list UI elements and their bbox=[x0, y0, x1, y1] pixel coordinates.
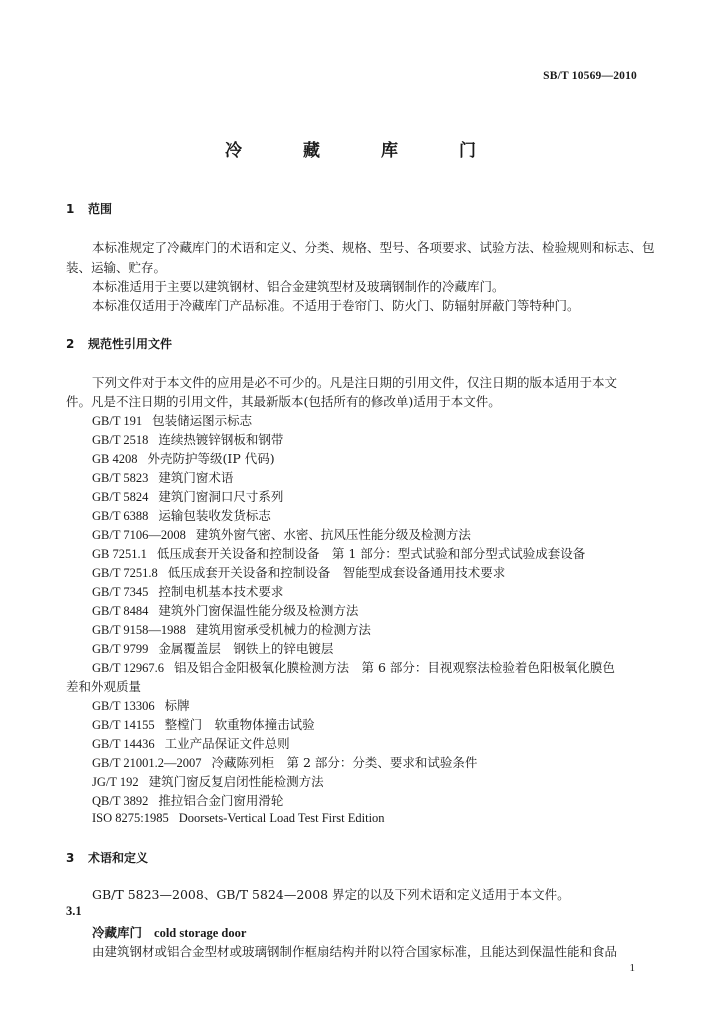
reference-item bbox=[92, 525, 471, 543]
reference-code: GB/T 12967.6 bbox=[92, 661, 164, 675]
reference-item bbox=[92, 791, 283, 809]
reference-item bbox=[92, 715, 315, 733]
reference-item bbox=[92, 563, 505, 581]
reference-code: GB 4208 bbox=[92, 452, 138, 466]
reference-code: GB/T 21001.2—2007 bbox=[92, 756, 202, 770]
reference-code: GB/T 5823 bbox=[92, 471, 149, 485]
reference-item bbox=[92, 487, 283, 505]
reference-title: 包装储运图示标志 bbox=[152, 413, 253, 428]
section-2-heading bbox=[66, 335, 172, 352]
reference-item bbox=[92, 734, 290, 752]
reference-title: 建筑门窗术语 bbox=[158, 470, 234, 485]
reference-title: 建筑用窗承受机械力的检测方法 bbox=[195, 622, 371, 637]
reference-title: 建筑门窗洞口尺寸系列 bbox=[158, 489, 284, 504]
document-title: 冷 藏 库 门 bbox=[225, 141, 498, 161]
section-3-heading bbox=[66, 849, 148, 866]
reference-code: GB/T 13306 bbox=[92, 699, 155, 713]
reference-title: 连续热镀锌钢板和钢带 bbox=[158, 432, 284, 447]
scope-paragraph-1-line-2: 装、运输、贮存。 bbox=[66, 260, 167, 275]
reference-code: GB/T 2518 bbox=[92, 433, 149, 447]
reference-item bbox=[92, 601, 358, 619]
page-number: 1 bbox=[629, 962, 635, 974]
reference-title: Doorsets-Vertical Load Test First Edition bbox=[178, 811, 385, 825]
reference-title: 推拉铝合金门窗用滑轮 bbox=[158, 793, 284, 808]
section-1-heading bbox=[66, 200, 112, 217]
reference-item bbox=[92, 411, 252, 429]
reference-code: QB/T 3892 bbox=[92, 794, 149, 808]
reference-code: GB/T 14436 bbox=[92, 737, 155, 751]
reference-title: 低压成套开关设备和控制设备 智能型成套设备通用技术要求 bbox=[167, 565, 506, 580]
reference-item bbox=[92, 620, 371, 638]
term-entry bbox=[92, 923, 246, 941]
reference-code: GB 7251.1 bbox=[92, 547, 147, 561]
reference-item bbox=[92, 506, 271, 524]
reference-item bbox=[92, 772, 324, 790]
reference-item bbox=[92, 810, 385, 826]
reference-code: GB/T 9799 bbox=[92, 642, 149, 656]
reference-code: GB/T 7345 bbox=[92, 585, 149, 599]
section-title: 范围 bbox=[88, 202, 113, 216]
reference-title: 整樘门 软重物体撞击试验 bbox=[164, 717, 315, 732]
reference-item bbox=[92, 430, 283, 448]
subclause-number: 3.1 bbox=[66, 904, 82, 918]
reference-title: 工业产品保证文件总则 bbox=[164, 736, 290, 751]
reference-title: 冷藏陈列柜 第 2 部分：分类、要求和试验条件 bbox=[211, 755, 478, 770]
reference-title: 低压成套开关设备和控制设备 第 1 部分：型式试验和部分型式试验成套设备 bbox=[156, 546, 586, 561]
reference-item bbox=[92, 658, 615, 676]
scope-paragraph-2: 本标准适用于主要以建筑钢材、铝合金建筑型材及玻璃钢制作的冷藏库门。 bbox=[92, 279, 505, 294]
section-number: 3 bbox=[66, 851, 75, 865]
reference-item bbox=[92, 696, 190, 714]
scope-paragraph-1-line-1: 本标准规定了冷藏库门的术语和定义、分类、规格、型号、各项要求、试验方法、检验规则和标志、包 bbox=[92, 240, 655, 255]
scope-paragraph-3: 本标准仅适用于冷藏库门产品标准。不适用于卷帘门、防火门、防辐射屏蔽门等特种门。 bbox=[92, 298, 580, 313]
reference-title: 外壳防护等级(IP 代码) bbox=[147, 451, 275, 466]
reference-code: GB/T 6388 bbox=[92, 509, 149, 523]
reference-code: JG/T 192 bbox=[92, 775, 139, 789]
reference-title: 建筑外门窗保温性能分级及检测方法 bbox=[158, 603, 359, 618]
section-title: 术语和定义 bbox=[88, 851, 149, 865]
reference-title: 金属覆盖层 钢铁上的锌电镀层 bbox=[158, 641, 334, 656]
section-title: 规范性引用文件 bbox=[88, 337, 173, 351]
term-definition-line-1: 由建筑钢材或铝合金型材或玻璃钢制作框扇结构并附以符合国家标准，且能达到保温性能和食品 bbox=[92, 944, 618, 959]
standard-code: SB/T 10569—2010 bbox=[543, 70, 637, 82]
term-english: cold storage door bbox=[154, 926, 247, 940]
reference-item bbox=[92, 582, 283, 600]
references-intro-line-2: 件。凡是不注日期的引用文件，其最新版本(包括所有的修改单)适用于本文件。 bbox=[66, 394, 501, 409]
reference-item bbox=[92, 468, 233, 486]
reference-item bbox=[92, 544, 585, 562]
reference-code: GB/T 14155 bbox=[92, 718, 155, 732]
section-number: 1 bbox=[66, 202, 75, 216]
reference-title: 铝及铝合金阳极氧化膜检测方法 第 6 部分：目视观察法检验着色阳极氧化膜色 bbox=[174, 660, 615, 675]
reference-code: GB/T 7251.8 bbox=[92, 566, 158, 580]
reference-title: 建筑门窗反复启闭性能检测方法 bbox=[148, 774, 324, 789]
terms-intro: GB/T 5823—2008、GB/T 5824—2008 界定的以及下列术语和定义适用于本文件。 bbox=[92, 887, 570, 902]
reference-title: 运输包装收发货标志 bbox=[158, 508, 271, 523]
references-intro-line-1: 下列文件对于本文件的应用是必不可少的。凡是注日期的引用文件，仅注日期的版本适用于本文 bbox=[92, 375, 618, 390]
section-number: 2 bbox=[66, 337, 75, 351]
reference-item bbox=[92, 639, 333, 657]
reference-title: 标牌 bbox=[164, 698, 190, 713]
reference-code: GB/T 9158—1988 bbox=[92, 623, 186, 637]
reference-item bbox=[92, 449, 275, 467]
reference-code: GB/T 5824 bbox=[92, 490, 149, 504]
reference-item bbox=[92, 753, 477, 771]
reference-item-continuation: 差和外观质量 bbox=[66, 679, 142, 694]
reference-code: GB/T 8484 bbox=[92, 604, 149, 618]
term-chinese: 冷藏库门 bbox=[92, 925, 143, 940]
reference-code: GB/T 7106—2008 bbox=[92, 528, 186, 542]
reference-code: ISO 8275:1985 bbox=[92, 811, 169, 825]
reference-title: 建筑外窗气密、水密、抗风压性能分级及检测方法 bbox=[195, 527, 471, 542]
reference-code: GB/T 191 bbox=[92, 414, 143, 428]
reference-title: 控制电机基本技术要求 bbox=[158, 584, 284, 599]
